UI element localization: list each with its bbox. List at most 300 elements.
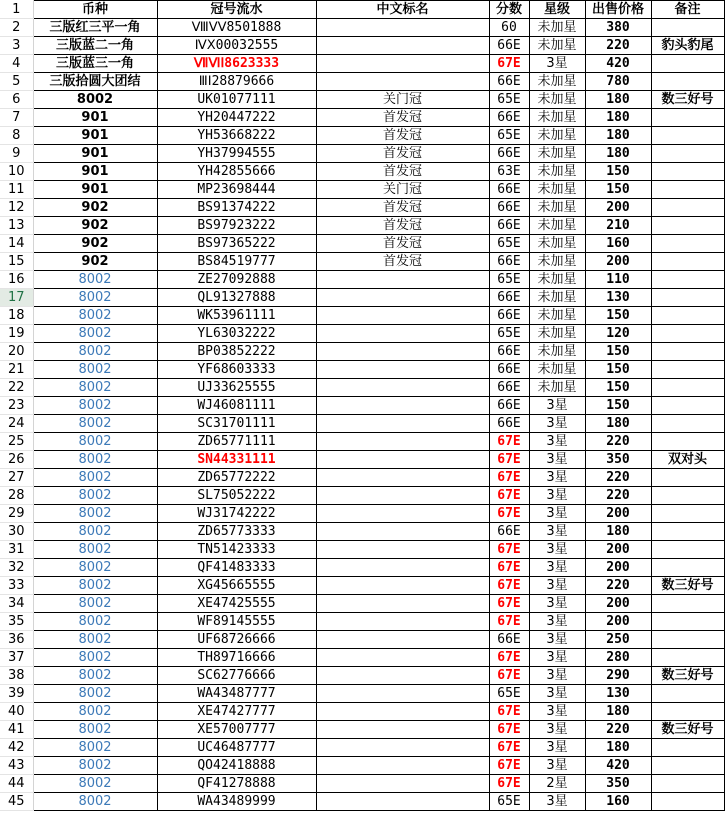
- cell-serial[interactable]: SN44331111: [157, 451, 316, 469]
- cell-star[interactable]: 3星: [529, 667, 585, 685]
- row-number[interactable]: 6: [0, 91, 33, 109]
- cell-chinese-label[interactable]: [316, 289, 489, 307]
- cell-score[interactable]: 65E: [489, 271, 529, 289]
- cell-currency[interactable]: 8002: [33, 577, 157, 595]
- row-number[interactable]: 44: [0, 775, 33, 793]
- cell-note[interactable]: [651, 487, 724, 505]
- cell-price[interactable]: 180: [585, 703, 651, 721]
- cell-note[interactable]: [651, 199, 724, 217]
- header-score[interactable]: 分数: [489, 1, 529, 19]
- cell-score[interactable]: 67E: [489, 577, 529, 595]
- cell-note[interactable]: 数三好号: [651, 667, 724, 685]
- cell-note[interactable]: [651, 739, 724, 757]
- cell-chinese-label[interactable]: 首发冠: [316, 127, 489, 145]
- cell-price[interactable]: 220: [585, 433, 651, 451]
- cell-chinese-label[interactable]: [316, 739, 489, 757]
- row-number[interactable]: 25: [0, 433, 33, 451]
- cell-star[interactable]: 3星: [529, 541, 585, 559]
- cell-star[interactable]: 未加星: [529, 163, 585, 181]
- cell-star[interactable]: 未加星: [529, 361, 585, 379]
- cell-note[interactable]: [651, 775, 724, 793]
- cell-currency[interactable]: 901: [33, 109, 157, 127]
- cell-chinese-label[interactable]: [316, 523, 489, 541]
- cell-star[interactable]: 3星: [529, 793, 585, 811]
- row-number[interactable]: 28: [0, 487, 33, 505]
- cell-note[interactable]: [651, 631, 724, 649]
- cell-serial[interactable]: SC31701111: [157, 415, 316, 433]
- cell-star[interactable]: 3星: [529, 415, 585, 433]
- cell-star[interactable]: 未加星: [529, 145, 585, 163]
- row-number[interactable]: 17: [0, 289, 33, 307]
- cell-star[interactable]: 3星: [529, 559, 585, 577]
- cell-score[interactable]: 66E: [489, 397, 529, 415]
- cell-note[interactable]: [651, 433, 724, 451]
- header-star[interactable]: 星级: [529, 1, 585, 19]
- cell-score[interactable]: 65E: [489, 325, 529, 343]
- cell-currency[interactable]: 8002: [33, 595, 157, 613]
- cell-star[interactable]: 2星: [529, 775, 585, 793]
- cell-score[interactable]: 66E: [489, 217, 529, 235]
- cell-chinese-label[interactable]: [316, 343, 489, 361]
- cell-serial[interactable]: XE47427777: [157, 703, 316, 721]
- cell-price[interactable]: 280: [585, 649, 651, 667]
- row-number[interactable]: 2: [0, 19, 33, 37]
- cell-currency[interactable]: 8002: [33, 415, 157, 433]
- cell-star[interactable]: 3星: [529, 757, 585, 775]
- row-number[interactable]: 19: [0, 325, 33, 343]
- cell-score[interactable]: 67E: [489, 505, 529, 523]
- cell-score[interactable]: 66E: [489, 523, 529, 541]
- row-number[interactable]: 40: [0, 703, 33, 721]
- cell-serial[interactable]: ZD65773333: [157, 523, 316, 541]
- cell-serial[interactable]: XE47425555: [157, 595, 316, 613]
- cell-serial[interactable]: BS97365222: [157, 235, 316, 253]
- cell-currency[interactable]: 三版蓝二一角: [33, 37, 157, 55]
- cell-note[interactable]: [651, 559, 724, 577]
- cell-price[interactable]: 160: [585, 793, 651, 811]
- cell-star[interactable]: 3星: [529, 631, 585, 649]
- cell-serial[interactable]: SL75052222: [157, 487, 316, 505]
- cell-currency[interactable]: 三版红三平一角: [33, 19, 157, 37]
- cell-price[interactable]: 220: [585, 469, 651, 487]
- row-number[interactable]: 43: [0, 757, 33, 775]
- cell-chinese-label[interactable]: [316, 361, 489, 379]
- cell-score[interactable]: 67E: [489, 739, 529, 757]
- cell-chinese-label[interactable]: [316, 577, 489, 595]
- cell-star[interactable]: 未加星: [529, 253, 585, 271]
- cell-score[interactable]: 67E: [489, 667, 529, 685]
- cell-chinese-label[interactable]: [316, 703, 489, 721]
- cell-currency[interactable]: 8002: [33, 649, 157, 667]
- cell-score[interactable]: 67E: [489, 703, 529, 721]
- cell-score[interactable]: 65E: [489, 127, 529, 145]
- cell-note[interactable]: [651, 163, 724, 181]
- header-currency[interactable]: 币种: [33, 1, 157, 19]
- cell-chinese-label[interactable]: [316, 667, 489, 685]
- cell-chinese-label[interactable]: [316, 793, 489, 811]
- cell-price[interactable]: 200: [585, 505, 651, 523]
- cell-note[interactable]: [651, 361, 724, 379]
- cell-price[interactable]: 220: [585, 577, 651, 595]
- row-number[interactable]: 39: [0, 685, 33, 703]
- cell-price[interactable]: 380: [585, 19, 651, 37]
- cell-serial[interactable]: TH89716666: [157, 649, 316, 667]
- cell-currency[interactable]: 8002: [33, 703, 157, 721]
- cell-price[interactable]: 180: [585, 109, 651, 127]
- cell-score[interactable]: 67E: [489, 541, 529, 559]
- cell-note[interactable]: 豹头豹尾: [651, 37, 724, 55]
- cell-currency[interactable]: 902: [33, 253, 157, 271]
- cell-price[interactable]: 130: [585, 289, 651, 307]
- cell-star[interactable]: 未加星: [529, 19, 585, 37]
- cell-currency[interactable]: 8002: [33, 361, 157, 379]
- cell-star[interactable]: 3星: [529, 523, 585, 541]
- cell-serial[interactable]: QL91327888: [157, 289, 316, 307]
- cell-score[interactable]: 67E: [489, 451, 529, 469]
- cell-currency[interactable]: 8002: [33, 721, 157, 739]
- row-number[interactable]: 37: [0, 649, 33, 667]
- cell-price[interactable]: 150: [585, 307, 651, 325]
- cell-currency[interactable]: 8002: [33, 559, 157, 577]
- cell-score[interactable]: 63E: [489, 163, 529, 181]
- row-number[interactable]: 34: [0, 595, 33, 613]
- cell-serial[interactable]: TN51423333: [157, 541, 316, 559]
- cell-chinese-label[interactable]: 首发冠: [316, 163, 489, 181]
- cell-price[interactable]: 200: [585, 559, 651, 577]
- cell-note[interactable]: [651, 793, 724, 811]
- cell-chinese-label[interactable]: [316, 595, 489, 613]
- cell-score[interactable]: 65E: [489, 685, 529, 703]
- cell-price[interactable]: 200: [585, 199, 651, 217]
- cell-star[interactable]: 未加星: [529, 325, 585, 343]
- header-note[interactable]: 备注: [651, 1, 724, 19]
- header-chinese-label[interactable]: 中文标名: [316, 1, 489, 19]
- cell-currency[interactable]: 901: [33, 145, 157, 163]
- cell-currency[interactable]: 8002: [33, 271, 157, 289]
- row-number[interactable]: 22: [0, 379, 33, 397]
- cell-chinese-label[interactable]: 首发冠: [316, 217, 489, 235]
- cell-currency[interactable]: 8002: [33, 433, 157, 451]
- cell-score[interactable]: 66E: [489, 199, 529, 217]
- cell-currency[interactable]: 8002: [33, 379, 157, 397]
- cell-currency[interactable]: 三版拾圆大团结: [33, 73, 157, 91]
- cell-chinese-label[interactable]: [316, 559, 489, 577]
- cell-currency[interactable]: 8002: [33, 541, 157, 559]
- cell-serial[interactable]: ⅦⅥⅠ8623333: [157, 55, 316, 73]
- cell-note[interactable]: [651, 595, 724, 613]
- cell-score[interactable]: 67E: [489, 559, 529, 577]
- cell-chinese-label[interactable]: [316, 73, 489, 91]
- cell-note[interactable]: [651, 703, 724, 721]
- cell-serial[interactable]: WF89145555: [157, 613, 316, 631]
- row-number[interactable]: 16: [0, 271, 33, 289]
- row-number[interactable]: 38: [0, 667, 33, 685]
- cell-chinese-label[interactable]: [316, 55, 489, 73]
- cell-star[interactable]: 未加星: [529, 73, 585, 91]
- cell-currency[interactable]: 8002: [33, 775, 157, 793]
- cell-currency[interactable]: 902: [33, 199, 157, 217]
- cell-score[interactable]: 67E: [489, 775, 529, 793]
- cell-chinese-label[interactable]: [316, 19, 489, 37]
- cell-chinese-label[interactable]: [316, 325, 489, 343]
- cell-note[interactable]: [651, 505, 724, 523]
- cell-currency[interactable]: 8002: [33, 307, 157, 325]
- cell-serial[interactable]: ⅢⅠ28879666: [157, 73, 316, 91]
- cell-note[interactable]: [651, 613, 724, 631]
- cell-serial[interactable]: ZD65772222: [157, 469, 316, 487]
- cell-serial[interactable]: QF41278888: [157, 775, 316, 793]
- row-number[interactable]: 29: [0, 505, 33, 523]
- cell-price[interactable]: 780: [585, 73, 651, 91]
- cell-chinese-label[interactable]: [316, 469, 489, 487]
- cell-serial[interactable]: BS84519777: [157, 253, 316, 271]
- row-number[interactable]: 20: [0, 343, 33, 361]
- cell-chinese-label[interactable]: [316, 775, 489, 793]
- row-number[interactable]: 8: [0, 127, 33, 145]
- cell-currency[interactable]: 8002: [33, 613, 157, 631]
- cell-serial[interactable]: WA43487777: [157, 685, 316, 703]
- cell-star[interactable]: 3星: [529, 487, 585, 505]
- cell-currency[interactable]: 8002: [33, 469, 157, 487]
- cell-serial[interactable]: UJ33625555: [157, 379, 316, 397]
- cell-star[interactable]: 未加星: [529, 289, 585, 307]
- cell-note[interactable]: 数三好号: [651, 91, 724, 109]
- cell-chinese-label[interactable]: 关门冠: [316, 91, 489, 109]
- cell-price[interactable]: 150: [585, 361, 651, 379]
- row-number[interactable]: 30: [0, 523, 33, 541]
- cell-currency[interactable]: 8002: [33, 451, 157, 469]
- cell-chinese-label[interactable]: [316, 613, 489, 631]
- cell-score[interactable]: 66E: [489, 289, 529, 307]
- cell-currency[interactable]: 8002: [33, 343, 157, 361]
- cell-serial[interactable]: YH20447222: [157, 109, 316, 127]
- row-number[interactable]: 27: [0, 469, 33, 487]
- cell-note[interactable]: [651, 307, 724, 325]
- cell-note[interactable]: [651, 145, 724, 163]
- cell-chinese-label[interactable]: [316, 37, 489, 55]
- cell-price[interactable]: 160: [585, 235, 651, 253]
- cell-star[interactable]: 未加星: [529, 379, 585, 397]
- cell-currency[interactable]: 8002: [33, 487, 157, 505]
- row-number[interactable]: 11: [0, 181, 33, 199]
- cell-score[interactable]: 65E: [489, 235, 529, 253]
- cell-price[interactable]: 180: [585, 523, 651, 541]
- cell-serial[interactable]: QO42418888: [157, 757, 316, 775]
- cell-score[interactable]: 67E: [489, 613, 529, 631]
- cell-chinese-label[interactable]: [316, 631, 489, 649]
- cell-price[interactable]: 150: [585, 343, 651, 361]
- cell-chinese-label[interactable]: 首发冠: [316, 235, 489, 253]
- cell-serial[interactable]: YH53668222: [157, 127, 316, 145]
- cell-score[interactable]: 66E: [489, 181, 529, 199]
- cell-star[interactable]: 未加星: [529, 307, 585, 325]
- row-number[interactable]: 3: [0, 37, 33, 55]
- row-number[interactable]: 36: [0, 631, 33, 649]
- cell-price[interactable]: 150: [585, 163, 651, 181]
- cell-chinese-label[interactable]: [316, 721, 489, 739]
- row-number[interactable]: 18: [0, 307, 33, 325]
- cell-note[interactable]: [651, 469, 724, 487]
- cell-price[interactable]: 200: [585, 613, 651, 631]
- header-price[interactable]: 出售价格: [585, 1, 651, 19]
- cell-serial[interactable]: UF68726666: [157, 631, 316, 649]
- cell-chinese-label[interactable]: 首发冠: [316, 109, 489, 127]
- cell-serial[interactable]: ZD65771111: [157, 433, 316, 451]
- cell-serial[interactable]: WJ46081111: [157, 397, 316, 415]
- cell-chinese-label[interactable]: [316, 487, 489, 505]
- cell-currency[interactable]: 8002: [33, 631, 157, 649]
- cell-star[interactable]: 3星: [529, 685, 585, 703]
- cell-score[interactable]: 67E: [489, 595, 529, 613]
- cell-price[interactable]: 350: [585, 451, 651, 469]
- cell-price[interactable]: 250: [585, 631, 651, 649]
- cell-currency[interactable]: 8002: [33, 523, 157, 541]
- row-number[interactable]: 41: [0, 721, 33, 739]
- cell-serial[interactable]: UK01077111: [157, 91, 316, 109]
- cell-note[interactable]: [651, 55, 724, 73]
- cell-serial[interactable]: YH37994555: [157, 145, 316, 163]
- cell-note[interactable]: [651, 325, 724, 343]
- cell-currency[interactable]: 901: [33, 163, 157, 181]
- cell-price[interactable]: 180: [585, 415, 651, 433]
- cell-currency[interactable]: 8002: [33, 667, 157, 685]
- cell-star[interactable]: 未加星: [529, 235, 585, 253]
- row-number[interactable]: 23: [0, 397, 33, 415]
- cell-star[interactable]: 3星: [529, 613, 585, 631]
- cell-note[interactable]: [651, 109, 724, 127]
- cell-chinese-label[interactable]: 首发冠: [316, 199, 489, 217]
- cell-currency[interactable]: 901: [33, 181, 157, 199]
- cell-currency[interactable]: 8002: [33, 685, 157, 703]
- cell-chinese-label[interactable]: [316, 379, 489, 397]
- cell-note[interactable]: [651, 757, 724, 775]
- cell-currency[interactable]: 8002: [33, 757, 157, 775]
- cell-star[interactable]: 3星: [529, 469, 585, 487]
- cell-price[interactable]: 150: [585, 181, 651, 199]
- cell-star[interactable]: 未加星: [529, 217, 585, 235]
- cell-price[interactable]: 220: [585, 721, 651, 739]
- cell-currency[interactable]: 902: [33, 217, 157, 235]
- cell-score[interactable]: 66E: [489, 145, 529, 163]
- cell-price[interactable]: 350: [585, 775, 651, 793]
- cell-serial[interactable]: BP03852222: [157, 343, 316, 361]
- row-number[interactable]: 21: [0, 361, 33, 379]
- cell-note[interactable]: [651, 127, 724, 145]
- cell-chinese-label[interactable]: [316, 397, 489, 415]
- cell-score[interactable]: 67E: [489, 757, 529, 775]
- row-number[interactable]: 7: [0, 109, 33, 127]
- cell-serial[interactable]: WA43489999: [157, 793, 316, 811]
- row-number[interactable]: 42: [0, 739, 33, 757]
- cell-star[interactable]: 3星: [529, 649, 585, 667]
- cell-note[interactable]: 数三好号: [651, 721, 724, 739]
- cell-chinese-label[interactable]: [316, 541, 489, 559]
- cell-serial[interactable]: UC46487777: [157, 739, 316, 757]
- cell-price[interactable]: 420: [585, 757, 651, 775]
- cell-currency[interactable]: 8002: [33, 793, 157, 811]
- cell-price[interactable]: 180: [585, 739, 651, 757]
- cell-currency[interactable]: 8002: [33, 325, 157, 343]
- cell-currency[interactable]: 8002: [33, 397, 157, 415]
- cell-chinese-label[interactable]: [316, 649, 489, 667]
- cell-price[interactable]: 180: [585, 127, 651, 145]
- cell-note[interactable]: [651, 271, 724, 289]
- cell-price[interactable]: 420: [585, 55, 651, 73]
- cell-star[interactable]: 未加星: [529, 343, 585, 361]
- row-number[interactable]: 5: [0, 73, 33, 91]
- cell-serial[interactable]: WJ31742222: [157, 505, 316, 523]
- cell-star[interactable]: 未加星: [529, 91, 585, 109]
- cell-serial[interactable]: YL63032222: [157, 325, 316, 343]
- cell-star[interactable]: 3星: [529, 595, 585, 613]
- cell-star[interactable]: 3星: [529, 433, 585, 451]
- cell-chinese-label[interactable]: [316, 433, 489, 451]
- row-number[interactable]: 15: [0, 253, 33, 271]
- cell-serial[interactable]: BS97923222: [157, 217, 316, 235]
- cell-serial[interactable]: BS91374222: [157, 199, 316, 217]
- cell-star[interactable]: 3星: [529, 703, 585, 721]
- cell-score[interactable]: 66E: [489, 379, 529, 397]
- cell-note[interactable]: [651, 541, 724, 559]
- cell-serial[interactable]: MP23698444: [157, 181, 316, 199]
- cell-chinese-label[interactable]: 首发冠: [316, 253, 489, 271]
- cell-price[interactable]: 130: [585, 685, 651, 703]
- cell-note[interactable]: [651, 415, 724, 433]
- row-number[interactable]: 35: [0, 613, 33, 631]
- cell-chinese-label[interactable]: 首发冠: [316, 145, 489, 163]
- row-number[interactable]: 12: [0, 199, 33, 217]
- row-number[interactable]: 26: [0, 451, 33, 469]
- cell-currency[interactable]: 901: [33, 127, 157, 145]
- cell-star[interactable]: 3星: [529, 721, 585, 739]
- cell-star[interactable]: 未加星: [529, 181, 585, 199]
- row-number[interactable]: 24: [0, 415, 33, 433]
- cell-note[interactable]: [651, 73, 724, 91]
- cell-chinese-label[interactable]: [316, 505, 489, 523]
- cell-score[interactable]: 67E: [489, 433, 529, 451]
- cell-note[interactable]: [651, 523, 724, 541]
- row-number[interactable]: 45: [0, 793, 33, 811]
- cell-note[interactable]: 数三好号: [651, 577, 724, 595]
- cell-serial[interactable]: ⅧⅤⅤ8501888: [157, 19, 316, 37]
- cell-note[interactable]: [651, 397, 724, 415]
- cell-score[interactable]: 66E: [489, 109, 529, 127]
- cell-chinese-label[interactable]: [316, 757, 489, 775]
- cell-chinese-label[interactable]: [316, 685, 489, 703]
- cell-star[interactable]: 3星: [529, 577, 585, 595]
- cell-score[interactable]: 67E: [489, 469, 529, 487]
- cell-currency[interactable]: 8002: [33, 505, 157, 523]
- cell-serial[interactable]: XG45665555: [157, 577, 316, 595]
- cell-note[interactable]: [651, 649, 724, 667]
- row-number[interactable]: 31: [0, 541, 33, 559]
- cell-price[interactable]: 220: [585, 487, 651, 505]
- cell-chinese-label[interactable]: [316, 271, 489, 289]
- cell-score[interactable]: 65E: [489, 91, 529, 109]
- cell-note[interactable]: [651, 19, 724, 37]
- cell-score[interactable]: 67E: [489, 649, 529, 667]
- cell-note[interactable]: [651, 343, 724, 361]
- cell-star[interactable]: 3星: [529, 397, 585, 415]
- row-number[interactable]: 1: [0, 1, 33, 19]
- cell-star[interactable]: 未加星: [529, 37, 585, 55]
- cell-price[interactable]: 150: [585, 397, 651, 415]
- cell-price[interactable]: 120: [585, 325, 651, 343]
- cell-score[interactable]: 65E: [489, 793, 529, 811]
- cell-serial[interactable]: ZE27092888: [157, 271, 316, 289]
- cell-serial[interactable]: WK53961111: [157, 307, 316, 325]
- cell-price[interactable]: 200: [585, 541, 651, 559]
